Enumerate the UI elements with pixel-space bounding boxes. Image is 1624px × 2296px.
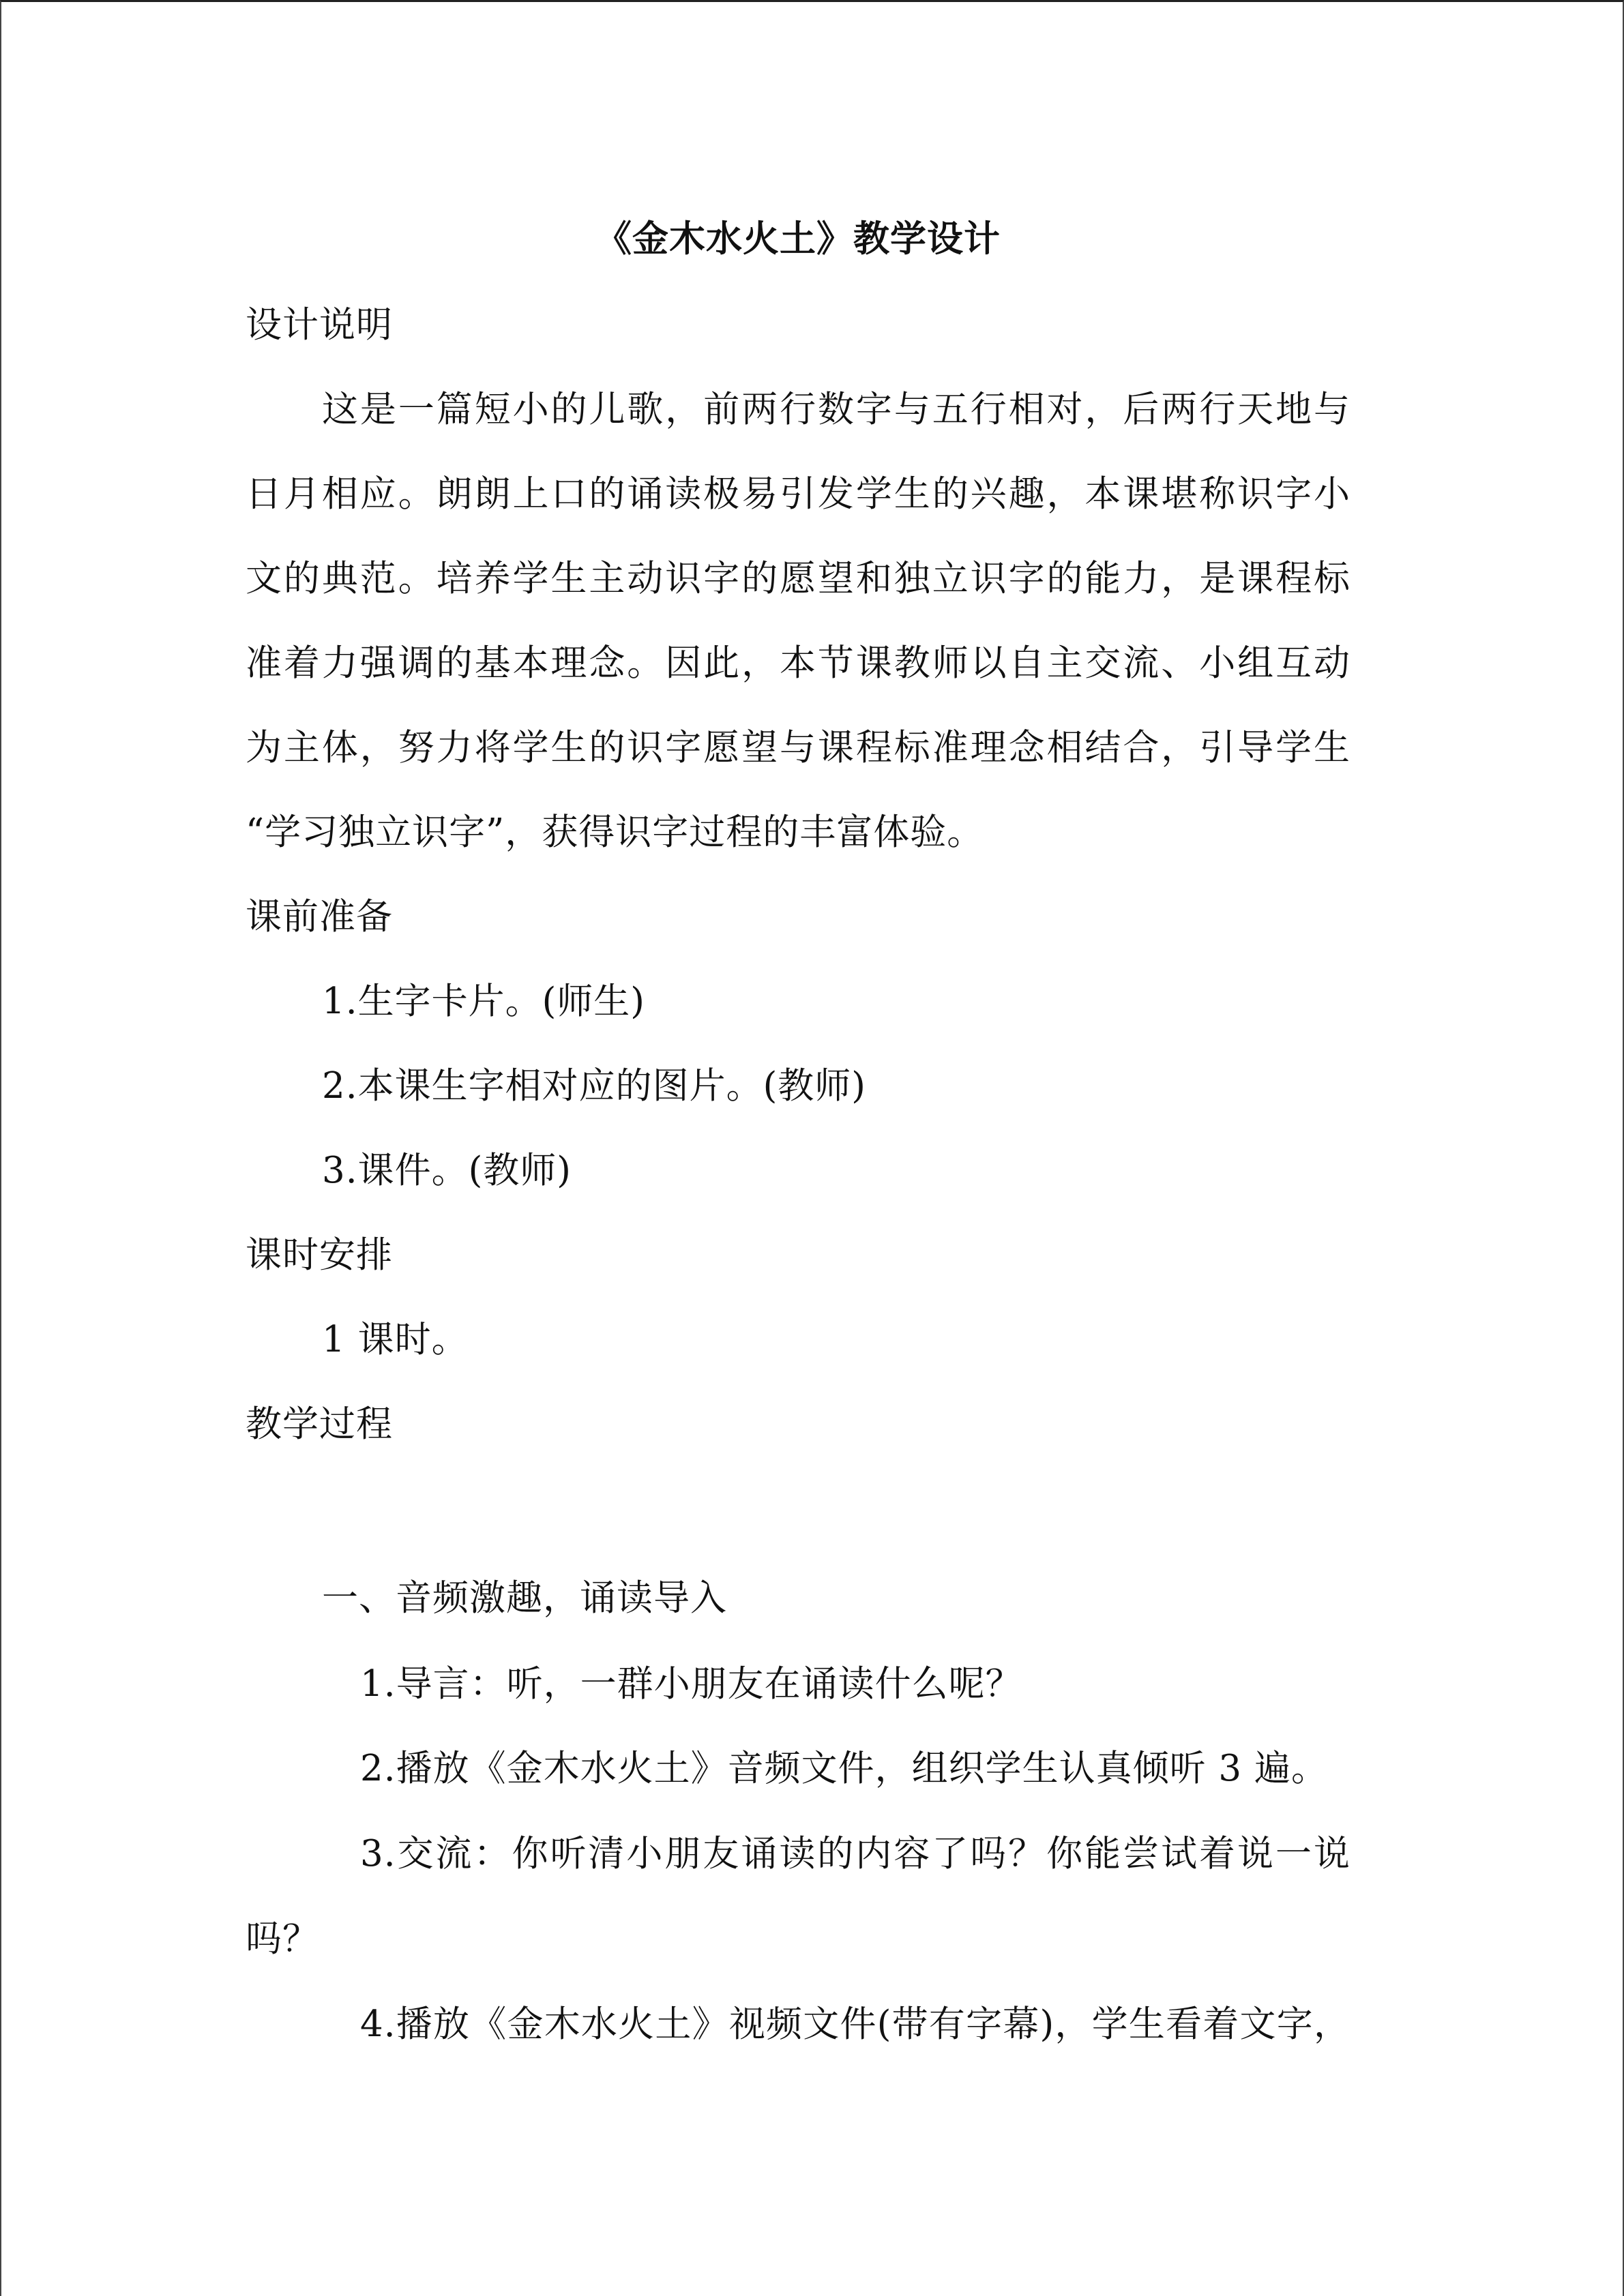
- heading-preparation: 课前准备: [246, 896, 393, 938]
- design-paragraph-line: 文的典范。培养学生主动识字的愿望和独立识字的能力，是课程标: [246, 558, 1350, 599]
- schedule-text: 1 课时。: [322, 1319, 469, 1360]
- design-paragraph-line: 日月相应。朗朗上口的诵读极易引发学生的兴趣，本课堪称识字小: [246, 473, 1350, 515]
- heading-schedule: 课时安排: [246, 1234, 393, 1276]
- step1-item: 4.播放《金木水火土》视频文件(带有字幕)，学生看着文字，: [360, 2003, 1350, 2045]
- step1-item: 3.交流：你听清小朋友诵读的内容了吗？你能尝试着说一说: [360, 1833, 1350, 1875]
- step1-item: 1.导言：听，一群小朋友在诵读什么呢？: [360, 1663, 1022, 1705]
- document-title: 《金木水火土》教学设计: [595, 218, 1001, 260]
- step1-heading: 一、音频激趣，诵读导入: [322, 1577, 727, 1619]
- design-paragraph-line: “学习独立识字”，获得识字过程的丰富体验。: [246, 811, 984, 853]
- design-paragraph-line: 为主体，努力将学生的识字愿望与课程标准理念相结合，引导学生: [246, 727, 1350, 769]
- step1-item: 2.播放《金木水火土》音频文件，组织学生认真倾听 3 遍。: [360, 1748, 1328, 1789]
- heading-process: 教学过程: [246, 1403, 393, 1445]
- prep-item: 3.课件。(教师): [322, 1150, 572, 1191]
- design-paragraph-line: 准着力强调的基本理念。因此，本节课教师以自主交流、小组互动: [246, 642, 1350, 684]
- heading-design-notes: 设计说明: [246, 304, 393, 346]
- design-paragraph-line: 这是一篇短小的儿歌，前两行数字与五行相对，后两行天地与: [322, 389, 1350, 430]
- prep-item: 2.本课生字相对应的图片。(教师): [322, 1065, 866, 1107]
- step1-item-continuation: 吗？: [246, 1918, 319, 1960]
- prep-item: 1.生字卡片。(师生): [322, 981, 645, 1022]
